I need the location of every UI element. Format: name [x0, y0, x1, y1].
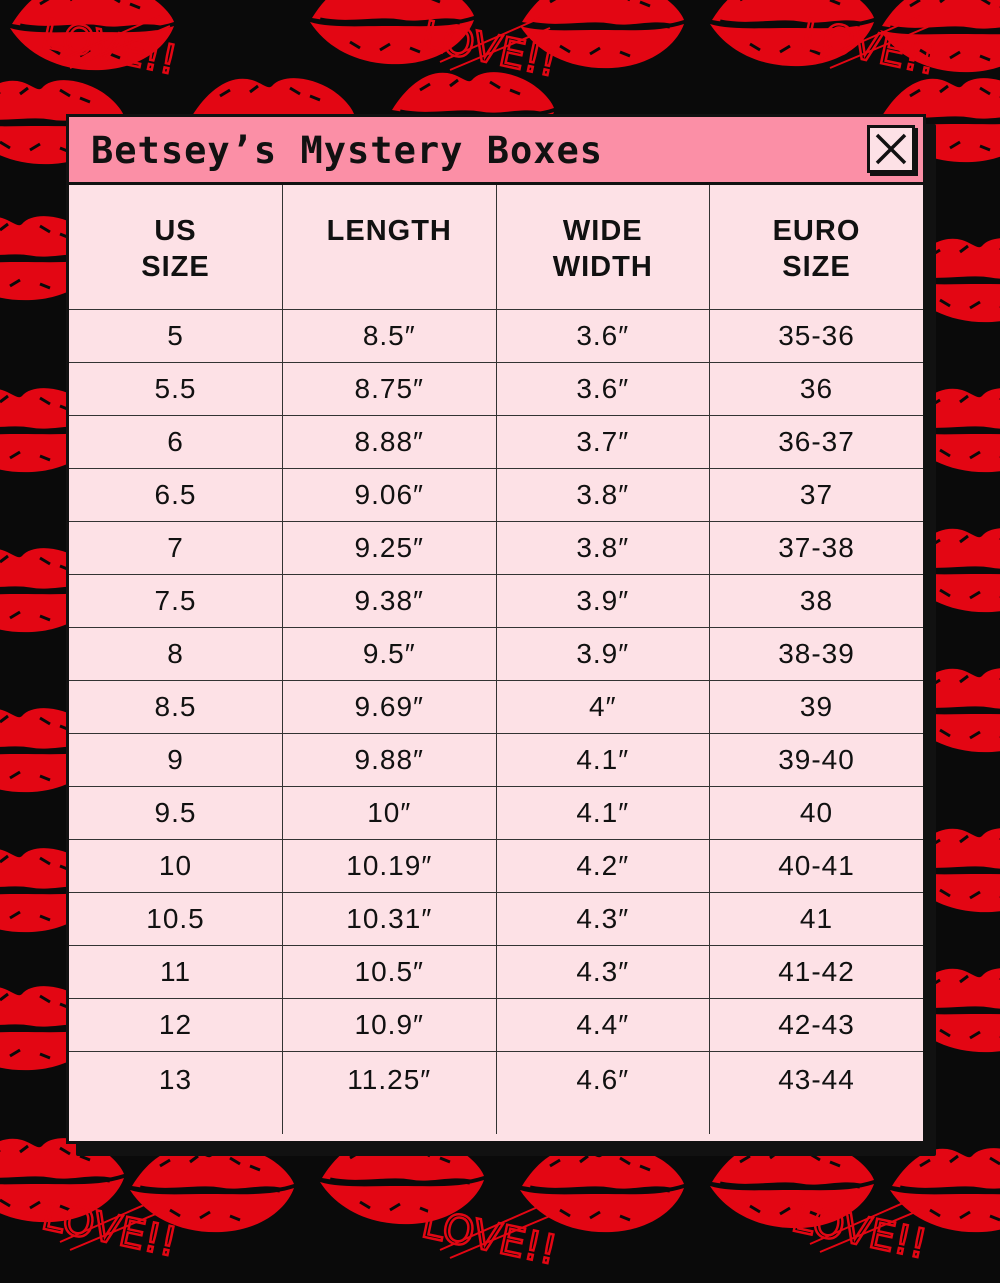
cell-length: 9.88″ [283, 733, 497, 786]
title-bar [69, 117, 923, 185]
table-row [69, 362, 923, 415]
cell-wide-width: 3.8″ [496, 521, 710, 574]
cell-us-size: 13 [69, 1051, 283, 1134]
cell-us-size: 7 [69, 521, 283, 574]
cell-euro-size: 36 [710, 362, 924, 415]
header-euro-size: EURO SIZE [710, 185, 924, 309]
cell-us-size: 9.5 [69, 786, 283, 839]
close-button[interactable] [867, 125, 915, 173]
table-row [69, 1051, 923, 1134]
table-row [69, 627, 923, 680]
cell-euro-size: 40-41 [710, 839, 924, 892]
table-row [69, 468, 923, 521]
cell-euro-size: 42-43 [710, 998, 924, 1051]
cell-length: 10.5″ [283, 945, 497, 998]
header-row [69, 185, 923, 309]
cell-euro-size: 37-38 [710, 521, 924, 574]
cell-wide-width: 4.3″ [496, 892, 710, 945]
cell-us-size: 8 [69, 627, 283, 680]
cell-length: 9.25″ [283, 521, 497, 574]
cell-us-size: 5.5 [69, 362, 283, 415]
cell-length: 9.06″ [283, 468, 497, 521]
header-wide-width: WIDE WIDTH [496, 185, 710, 309]
cell-euro-size: 37 [710, 468, 924, 521]
cell-wide-width: 4.1″ [496, 786, 710, 839]
size-chart-table [69, 185, 923, 1134]
cell-length: 9.38″ [283, 574, 497, 627]
table-row [69, 574, 923, 627]
cell-us-size: 9 [69, 733, 283, 786]
cell-wide-width: 4.4″ [496, 998, 710, 1051]
cell-euro-size: 38-39 [710, 627, 924, 680]
cell-wide-width: 4″ [496, 680, 710, 733]
cell-us-size: 5 [69, 309, 283, 362]
table-row [69, 892, 923, 945]
cell-wide-width: 3.9″ [496, 574, 710, 627]
cell-length: 11.25″ [283, 1051, 497, 1134]
cell-wide-width: 4.2″ [496, 839, 710, 892]
header-us-size: US SIZE [69, 185, 283, 309]
cell-euro-size: 39-40 [710, 733, 924, 786]
table-row [69, 521, 923, 574]
cell-length: 10.19″ [283, 839, 497, 892]
cell-wide-width: 3.7″ [496, 415, 710, 468]
cell-euro-size: 39 [710, 680, 924, 733]
cell-length: 9.69″ [283, 680, 497, 733]
cell-us-size: 11 [69, 945, 283, 998]
cell-wide-width: 3.6″ [496, 309, 710, 362]
cell-length: 9.5″ [283, 627, 497, 680]
cell-length: 10.9″ [283, 998, 497, 1051]
cell-euro-size: 35-36 [710, 309, 924, 362]
header-length: LENGTH [283, 185, 497, 309]
cell-length: 10.31″ [283, 892, 497, 945]
table-row [69, 415, 923, 468]
cell-us-size: 8.5 [69, 680, 283, 733]
cell-wide-width: 3.6″ [496, 362, 710, 415]
table-row [69, 309, 923, 362]
table-row [69, 945, 923, 998]
table-row [69, 998, 923, 1051]
size-chart-window [66, 114, 926, 1144]
table-row [69, 786, 923, 839]
cell-us-size: 12 [69, 998, 283, 1051]
cell-euro-size: 41-42 [710, 945, 924, 998]
cell-length: 8.75″ [283, 362, 497, 415]
cell-us-size: 6 [69, 415, 283, 468]
cell-wide-width: 3.8″ [496, 468, 710, 521]
table-row [69, 733, 923, 786]
table-row [69, 680, 923, 733]
cell-length: 10″ [283, 786, 497, 839]
cell-euro-size: 38 [710, 574, 924, 627]
cell-wide-width: 4.3″ [496, 945, 710, 998]
close-x-icon [874, 132, 908, 166]
cell-euro-size: 40 [710, 786, 924, 839]
cell-us-size: 10 [69, 839, 283, 892]
cell-us-size: 7.5 [69, 574, 283, 627]
cell-wide-width: 3.9″ [496, 627, 710, 680]
cell-euro-size: 36-37 [710, 415, 924, 468]
window-title: Betsey’s Mystery Boxes [91, 129, 604, 172]
table-row [69, 839, 923, 892]
cell-wide-width: 4.1″ [496, 733, 710, 786]
cell-us-size: 10.5 [69, 892, 283, 945]
cell-length: 8.5″ [283, 309, 497, 362]
cell-length: 8.88″ [283, 415, 497, 468]
cell-euro-size: 43-44 [710, 1051, 924, 1134]
cell-wide-width: 4.6″ [496, 1051, 710, 1134]
cell-euro-size: 41 [710, 892, 924, 945]
cell-us-size: 6.5 [69, 468, 283, 521]
